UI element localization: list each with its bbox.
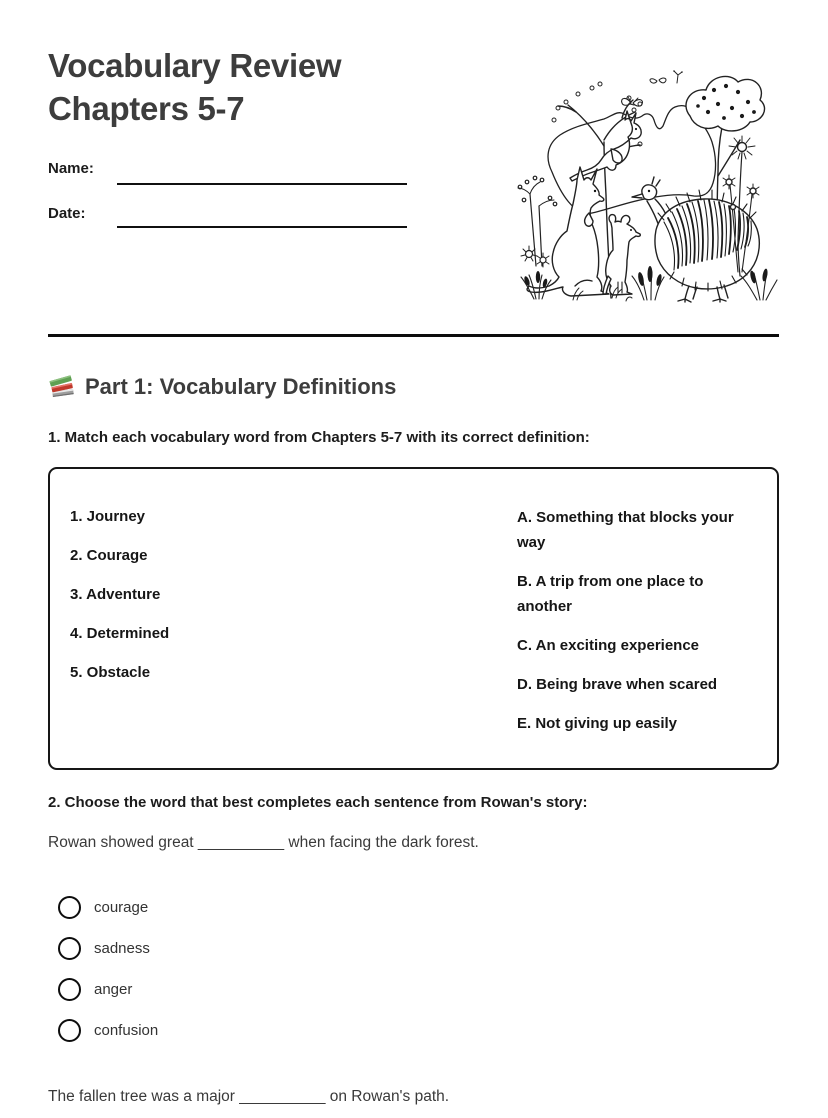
match-definition: B. A trip from one place to another <box>517 573 704 615</box>
part1-heading-row <box>48 373 396 401</box>
match-definition: C. An exciting experience <box>517 637 700 654</box>
match-word: 3. Adventure <box>70 586 161 603</box>
emu-head <box>642 185 657 200</box>
page-title <box>48 44 508 130</box>
date-field-line[interactable] <box>117 208 407 228</box>
page-title-line1: Vocabulary Review <box>48 47 342 84</box>
matching-words-column <box>70 505 169 700</box>
option-row-anger <box>58 978 132 1001</box>
radio-button-anger[interactable] <box>58 978 81 1001</box>
option-row-sadness <box>58 937 150 960</box>
option-label-anger[interactable]: anger <box>94 981 133 998</box>
left-flowers <box>518 176 557 267</box>
q2-sentence-1: Rowan showed great __________ when facing the dark forest. <box>48 834 479 851</box>
matching-definitions-column <box>517 505 757 750</box>
emu-body <box>655 199 759 289</box>
match-word: 2. Courage <box>70 547 148 564</box>
option-label-courage[interactable]: courage <box>94 899 149 916</box>
radio-button-courage[interactable] <box>58 896 81 919</box>
option-row-confusion <box>58 1019 158 1042</box>
match-word: 1. Journey <box>70 508 146 525</box>
radio-button-confusion[interactable] <box>58 1019 81 1042</box>
seed-sprig <box>673 70 683 83</box>
option-label-confusion[interactable]: confusion <box>94 1022 159 1039</box>
moth <box>650 78 666 83</box>
match-word: 4. Determined <box>70 625 170 642</box>
wildlife-line-art-svg <box>514 60 778 305</box>
books-icon <box>48 373 76 401</box>
australian-wildlife-illustration <box>514 60 778 305</box>
q1-instruction: 1. Match each vocabulary word from Chapters 5-7 with its correct definition: <box>48 429 590 446</box>
option-label-sadness[interactable]: sadness <box>94 940 150 957</box>
option-row-courage <box>58 896 148 919</box>
section-divider <box>48 334 779 337</box>
match-definition: D. Being brave when scared <box>517 676 718 693</box>
page-title-line2: Chapters 5-7 <box>48 90 245 127</box>
match-definition: A. Something that blocks your way <box>517 509 734 551</box>
date-label: Date: <box>48 205 86 222</box>
q2-instruction: 2. Choose the word that best completes each sentence from Rowan's story: <box>48 794 588 811</box>
match-definition: E. Not giving up easily <box>517 715 678 732</box>
match-word: 5. Obstacle <box>70 664 151 681</box>
name-label: Name: <box>48 160 94 177</box>
radio-button-sadness[interactable] <box>58 937 81 960</box>
name-field-line[interactable] <box>117 165 407 185</box>
q2-sentence-2: The fallen tree was a major __________ on Rowan's path. <box>48 1088 450 1105</box>
part1-heading: Part 1: Vocabulary Definitions <box>85 374 397 399</box>
